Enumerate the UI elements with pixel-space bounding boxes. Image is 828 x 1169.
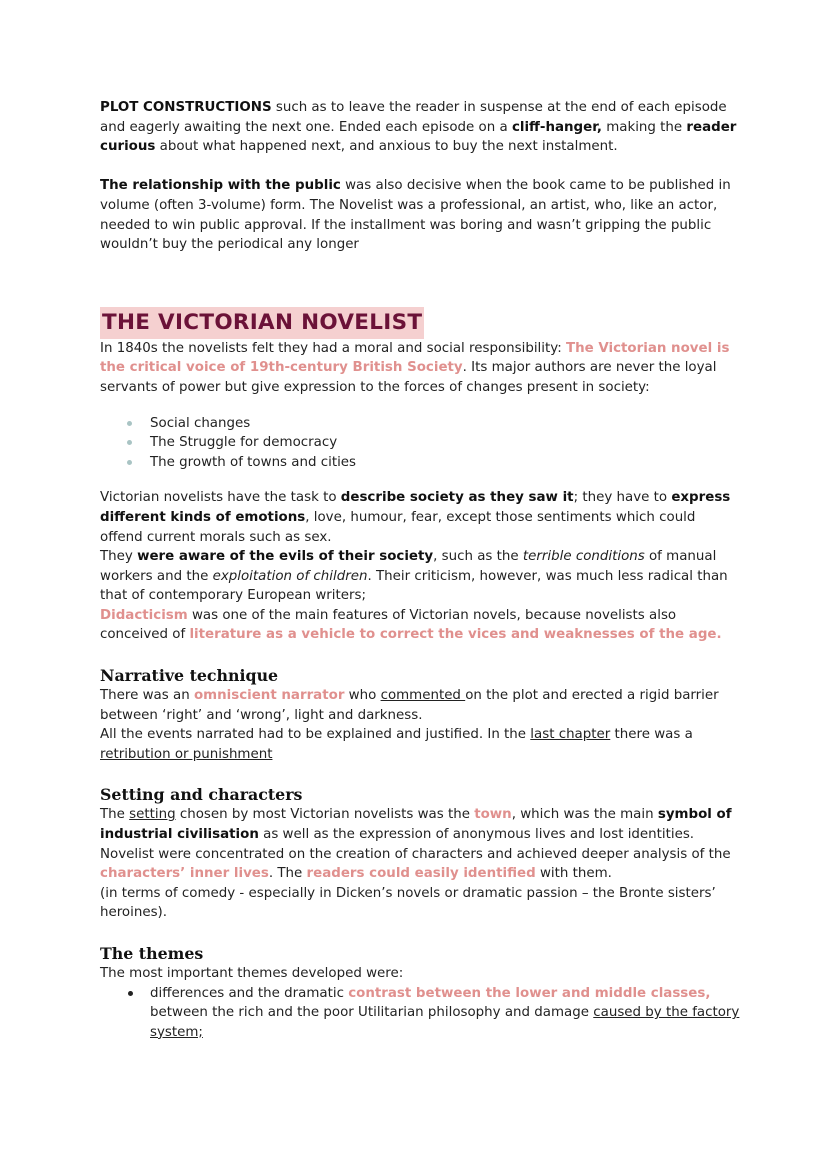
heading-narrative-technique: Narrative technique [100,666,279,686]
novelists-text-5: , such as the [433,549,523,565]
bullet-icon [127,460,132,465]
plot-bold-3: reader curious [100,119,737,155]
inner-lives-highlight: characters’ inner lives [100,866,269,882]
literature-highlight: literature as a vehicle to correct the vices and weaknesses of the age. [189,627,722,643]
victorian-text-1: In 1840s the novelists felt they had a moral and social responsibility: [100,340,566,356]
narrative-text-1: There was an [100,688,194,704]
novelists-text-4: They [100,549,138,565]
setting-text-2: chosen by most Victorian novelists was the [175,807,475,823]
themes-intro: The most important themes developed were: [100,966,404,981]
novelists-bold-1: describe society as they saw it [340,490,574,506]
list-item [100,453,740,473]
setting-paragraph-3: (in terms of comedy - especially in Dicken’s novels or dramatic passion – the Bronte sisters’ heroines). [100,885,716,921]
victorian-intro-paragraph [100,339,740,398]
narrative-highlight: omniscient narrator [193,688,345,704]
themes-text-2: between the rich and the poor Utilitarian philosophy and damage [150,1005,594,1021]
plot-paragraph [100,98,740,157]
novelists-italic-2: exploitation of children [212,568,368,584]
list-item-text: Social changes [150,415,251,431]
document-content [100,98,740,1042]
setting-text-7: with them. [535,866,612,882]
novelists-text-3: , love, humour, fear, except those sentiments which could offend current morals such as sex. [100,509,696,545]
victorian-bullet-list [100,414,740,473]
plot-text-2: making the [601,119,687,135]
bullet-icon [127,421,132,426]
list-item [100,984,740,1043]
novelists-text-1: Victorian novelists have the task to [100,490,341,506]
narrative-paragraph-1 [100,686,740,725]
relationship-text: was also decisive when the book came to be published in volume (often 3-volume) form. The Novelist was a professional, an artist, who, like an actor, needed to win public approval. If the installment was boring and wasn’t gripping the public wouldn’t buy the periodical any longer [100,178,731,253]
novelists-text-2: ; they have to [573,490,672,506]
plot-bold-1: PLOT CONSTRUCTIONS [100,100,272,115]
heading-themes: The themes [100,944,204,963]
narrative-text-5: there was a [610,727,693,743]
readers-highlight: readers could easily identified [306,866,536,882]
list-item-text: The Struggle for democracy [150,435,338,451]
setting-text-3: , which was the main [511,807,658,823]
didacticism-highlight: Didacticism [100,607,188,623]
narrative-text-3: on the plot and erected a rigid barrier between ‘right’ and ‘wrong’, light and darkness. [100,688,719,723]
didacticism-paragraph [100,606,740,645]
narrative-text-2: who [344,688,381,704]
list-item [100,433,740,453]
bullet-icon [127,440,132,445]
victorian-highlight: The Victorian novel is the critical voice of 19th-century British Society [100,340,730,376]
relationship-bold: The relationship with the public [100,178,341,194]
list-item [100,414,740,434]
setting-bold: symbol of industrial civilisation [100,807,732,843]
novelists-bold-3: were aware of the evils of their society [137,549,434,565]
town-highlight: town [474,807,512,823]
novelists-text-7: . Their criticism, however, was much less radical than that of contemporary European writers; [100,568,728,604]
novelists-italic-1: terrible conditions [522,549,645,565]
setting-paragraph-2 [100,845,740,884]
plot-text-1: such as to leave the reader in suspense at the end of each episode and eagerly awaiting the next one. Ended each episode on a [100,100,727,135]
narrative-text-4: All the events narrated had to be explained and justified. In the [100,727,531,743]
narrative-underline-1: commented [380,688,466,704]
list-item-text: The growth of towns and cities [150,454,357,470]
plot-bold-2: cliff-hanger, [511,119,602,135]
setting-underline: setting [129,807,176,823]
section-title-victorian-novelist: THE VICTORIAN NOVELIST [100,307,424,339]
setting-text-6: . The [268,866,307,882]
setting-text-4: as well as the expression of anonymous lives and lost identities. [258,827,695,843]
themes-text-1: differences and the dramatic [150,985,349,1001]
contrast-highlight: contrast between the lower and middle classes, [348,985,711,1001]
themes-bullet-list [100,984,740,1043]
heading-setting-characters: Setting and characters [100,785,303,805]
narrative-underline-3: retribution or punishment [100,746,273,762]
novelists-text-8: was one of the main features of Victorian novels, because novelists also conceived of [100,607,677,643]
setting-text-5: Novelist were concentrated on the creation of characters and achieved deeper analysis of the [100,846,731,862]
narrative-paragraph-2 [100,725,740,764]
relationship-paragraph [100,176,740,254]
setting-paragraph-1 [100,805,740,844]
bullet-icon [128,991,133,996]
evils-paragraph [100,547,740,606]
novelists-text-6: of manual workers and the [100,549,717,584]
factory-underline: caused by the factory system; [150,1005,740,1040]
narrative-underline-2: last chapter [530,727,611,743]
novelists-paragraph [100,488,740,547]
novelists-bold-2: express different kinds of emotions [100,490,731,525]
victorian-text-2: . Its major authors are never the loyal servants of power but give expression to the forces of changes present in society: [100,360,717,395]
setting-text-1: The [100,807,130,823]
plot-text-3: about what happened next, and anxious to buy the next instalment. [155,139,618,155]
